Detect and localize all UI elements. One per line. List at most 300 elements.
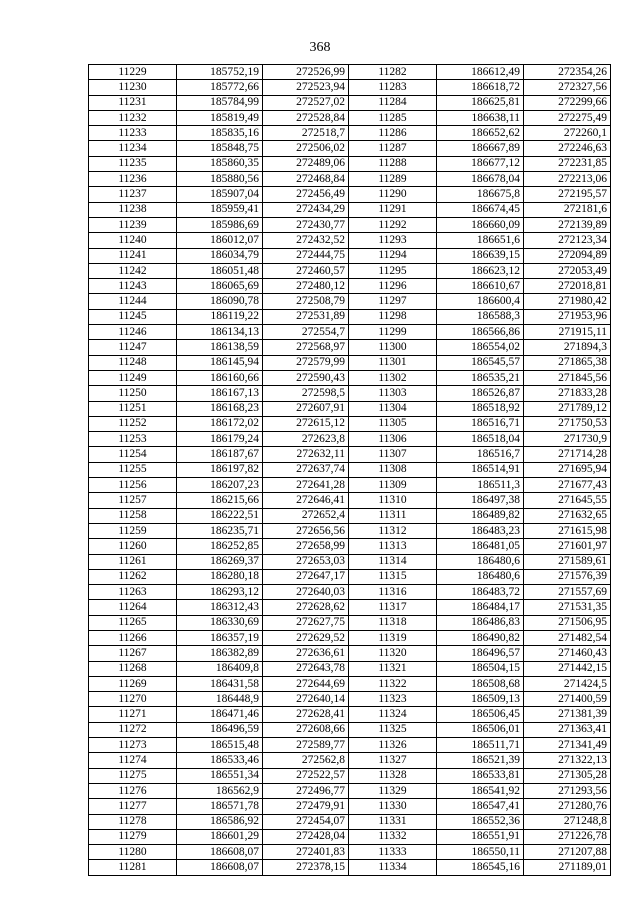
point-number-left-cell: 11280 <box>89 845 177 860</box>
y-coordinate-left-cell: 272629,52 <box>263 630 349 645</box>
table-row <box>89 65 611 80</box>
x-coordinate-right-cell: 186600,4 <box>437 294 524 309</box>
point-number-left-cell: 11237 <box>89 187 177 202</box>
y-coordinate-right-cell: 271226,78 <box>524 829 611 844</box>
y-coordinate-right-cell: 271915,11 <box>524 325 611 340</box>
y-coordinate-left-cell: 272454,07 <box>263 814 349 829</box>
point-number-right-cell: 11301 <box>349 355 437 370</box>
y-coordinate-left-cell: 272496,77 <box>263 783 349 798</box>
x-coordinate-right-cell: 186612,49 <box>437 65 524 80</box>
point-number-right-cell: 11328 <box>349 768 437 783</box>
point-number-left-cell: 11279 <box>89 829 177 844</box>
x-coordinate-right-cell: 186667,89 <box>437 141 524 156</box>
x-coordinate-left-cell: 186533,46 <box>177 753 263 768</box>
y-coordinate-left-cell: 272643,78 <box>263 661 349 676</box>
y-coordinate-left-cell: 272526,99 <box>263 65 349 80</box>
x-coordinate-right-cell: 186518,04 <box>437 432 524 447</box>
point-number-left-cell: 11264 <box>89 600 177 615</box>
point-number-right-cell: 11294 <box>349 248 437 263</box>
point-number-left-cell: 11232 <box>89 110 177 125</box>
y-coordinate-left-cell: 272658,99 <box>263 539 349 554</box>
point-number-right-cell: 11334 <box>349 860 437 875</box>
table-row <box>89 661 611 676</box>
x-coordinate-left-cell: 186586,92 <box>177 814 263 829</box>
table-row <box>89 585 611 600</box>
table-row <box>89 294 611 309</box>
x-coordinate-left-cell: 185907,04 <box>177 187 263 202</box>
table-row <box>89 401 611 416</box>
x-coordinate-right-cell: 186486,83 <box>437 615 524 630</box>
y-coordinate-left-cell: 272653,03 <box>263 554 349 569</box>
coordinates-table-body <box>89 65 611 876</box>
point-number-left-cell: 11248 <box>89 355 177 370</box>
point-number-right-cell: 11323 <box>349 692 437 707</box>
x-coordinate-right-cell: 186514,91 <box>437 462 524 477</box>
table-row <box>89 141 611 156</box>
y-coordinate-right-cell: 272181,6 <box>524 202 611 217</box>
x-coordinate-left-cell: 186119,22 <box>177 309 263 324</box>
x-coordinate-left-cell: 186471,46 <box>177 707 263 722</box>
point-number-left-cell: 11240 <box>89 233 177 248</box>
point-number-right-cell: 11307 <box>349 447 437 462</box>
x-coordinate-left-cell: 186293,12 <box>177 585 263 600</box>
y-coordinate-left-cell: 272589,77 <box>263 738 349 753</box>
y-coordinate-left-cell: 272608,66 <box>263 722 349 737</box>
y-coordinate-left-cell: 272378,15 <box>263 860 349 875</box>
point-number-left-cell: 11235 <box>89 156 177 171</box>
point-number-left-cell: 11247 <box>89 340 177 355</box>
y-coordinate-right-cell: 271677,43 <box>524 478 611 493</box>
x-coordinate-right-cell: 186541,92 <box>437 783 524 798</box>
point-number-left-cell: 11239 <box>89 217 177 232</box>
point-number-left-cell: 11269 <box>89 676 177 691</box>
point-number-right-cell: 11316 <box>349 585 437 600</box>
x-coordinate-left-cell: 185772,66 <box>177 80 263 95</box>
y-coordinate-right-cell: 271482,54 <box>524 630 611 645</box>
table-row <box>89 263 611 278</box>
x-coordinate-right-cell: 186511,71 <box>437 738 524 753</box>
point-number-left-cell: 11236 <box>89 172 177 187</box>
point-number-left-cell: 11233 <box>89 126 177 141</box>
y-coordinate-left-cell: 272432,52 <box>263 233 349 248</box>
x-coordinate-left-cell: 186382,89 <box>177 646 263 661</box>
point-number-left-cell: 11253 <box>89 432 177 447</box>
table-row <box>89 447 611 462</box>
x-coordinate-left-cell: 185959,41 <box>177 202 263 217</box>
y-coordinate-left-cell: 272489,06 <box>263 156 349 171</box>
y-coordinate-right-cell: 271400,59 <box>524 692 611 707</box>
point-number-left-cell: 11254 <box>89 447 177 462</box>
y-coordinate-left-cell: 272479,91 <box>263 799 349 814</box>
point-number-left-cell: 11231 <box>89 95 177 110</box>
table-row <box>89 630 611 645</box>
x-coordinate-right-cell: 186651,6 <box>437 233 524 248</box>
point-number-right-cell: 11283 <box>349 80 437 95</box>
point-number-left-cell: 11234 <box>89 141 177 156</box>
x-coordinate-left-cell: 186034,79 <box>177 248 263 263</box>
x-coordinate-right-cell: 186526,87 <box>437 386 524 401</box>
y-coordinate-left-cell: 272554,7 <box>263 325 349 340</box>
point-number-left-cell: 11277 <box>89 799 177 814</box>
table-row <box>89 799 611 814</box>
table-row <box>89 355 611 370</box>
y-coordinate-left-cell: 272628,41 <box>263 707 349 722</box>
table-row <box>89 829 611 844</box>
point-number-right-cell: 11333 <box>349 845 437 860</box>
y-coordinate-right-cell: 271341,49 <box>524 738 611 753</box>
x-coordinate-left-cell: 186167,13 <box>177 386 263 401</box>
y-coordinate-left-cell: 272444,75 <box>263 248 349 263</box>
x-coordinate-right-cell: 186489,82 <box>437 508 524 523</box>
point-number-left-cell: 11270 <box>89 692 177 707</box>
point-number-right-cell: 11321 <box>349 661 437 676</box>
y-coordinate-right-cell: 271980,42 <box>524 294 611 309</box>
x-coordinate-right-cell: 186483,72 <box>437 585 524 600</box>
y-coordinate-right-cell: 272123,34 <box>524 233 611 248</box>
y-coordinate-left-cell: 272615,12 <box>263 416 349 431</box>
table-row <box>89 370 611 385</box>
table-row <box>89 386 611 401</box>
point-number-left-cell: 11242 <box>89 263 177 278</box>
y-coordinate-right-cell: 272260,1 <box>524 126 611 141</box>
x-coordinate-left-cell: 185880,56 <box>177 172 263 187</box>
point-number-left-cell: 11276 <box>89 783 177 798</box>
x-coordinate-right-cell: 186545,57 <box>437 355 524 370</box>
point-number-right-cell: 11319 <box>349 630 437 645</box>
y-coordinate-right-cell: 271442,15 <box>524 661 611 676</box>
point-number-right-cell: 11296 <box>349 279 437 294</box>
point-number-left-cell: 11256 <box>89 478 177 493</box>
y-coordinate-left-cell: 272590,43 <box>263 370 349 385</box>
x-coordinate-left-cell: 186330,69 <box>177 615 263 630</box>
table-row <box>89 615 611 630</box>
point-number-left-cell: 11274 <box>89 753 177 768</box>
point-number-left-cell: 11275 <box>89 768 177 783</box>
x-coordinate-left-cell: 186134,13 <box>177 325 263 340</box>
x-coordinate-right-cell: 186660,09 <box>437 217 524 232</box>
point-number-right-cell: 11326 <box>349 738 437 753</box>
y-coordinate-left-cell: 272522,57 <box>263 768 349 783</box>
y-coordinate-right-cell: 271953,96 <box>524 309 611 324</box>
table-row <box>89 753 611 768</box>
table-row <box>89 279 611 294</box>
x-coordinate-left-cell: 186515,48 <box>177 738 263 753</box>
x-coordinate-right-cell: 186566,86 <box>437 325 524 340</box>
table-row <box>89 325 611 340</box>
x-coordinate-left-cell: 186051,48 <box>177 263 263 278</box>
point-number-right-cell: 11309 <box>349 478 437 493</box>
point-number-right-cell: 11302 <box>349 370 437 385</box>
point-number-right-cell: 11332 <box>349 829 437 844</box>
x-coordinate-right-cell: 186550,11 <box>437 845 524 860</box>
point-number-right-cell: 11284 <box>349 95 437 110</box>
x-coordinate-left-cell: 186280,18 <box>177 569 263 584</box>
x-coordinate-left-cell: 185752,19 <box>177 65 263 80</box>
y-coordinate-right-cell: 272213,06 <box>524 172 611 187</box>
x-coordinate-left-cell: 186448,9 <box>177 692 263 707</box>
y-coordinate-right-cell: 271381,39 <box>524 707 611 722</box>
table-row <box>89 738 611 753</box>
table-row <box>89 523 611 538</box>
point-number-right-cell: 11289 <box>349 172 437 187</box>
table-row <box>89 217 611 232</box>
table-row <box>89 202 611 217</box>
y-coordinate-right-cell: 271730,9 <box>524 432 611 447</box>
x-coordinate-left-cell: 186179,24 <box>177 432 263 447</box>
point-number-left-cell: 11258 <box>89 508 177 523</box>
y-coordinate-right-cell: 271615,98 <box>524 523 611 538</box>
table-row <box>89 707 611 722</box>
x-coordinate-left-cell: 186065,69 <box>177 279 263 294</box>
table-row <box>89 309 611 324</box>
y-coordinate-left-cell: 272527,02 <box>263 95 349 110</box>
point-number-left-cell: 11259 <box>89 523 177 538</box>
y-coordinate-right-cell: 271750,53 <box>524 416 611 431</box>
table-row <box>89 80 611 95</box>
y-coordinate-right-cell: 271845,56 <box>524 370 611 385</box>
table-row <box>89 600 611 615</box>
y-coordinate-left-cell: 272607,91 <box>263 401 349 416</box>
point-number-right-cell: 11322 <box>349 676 437 691</box>
y-coordinate-left-cell: 272430,77 <box>263 217 349 232</box>
x-coordinate-right-cell: 186625,81 <box>437 95 524 110</box>
x-coordinate-right-cell: 186511,3 <box>437 478 524 493</box>
y-coordinate-left-cell: 272506,02 <box>263 141 349 156</box>
x-coordinate-left-cell: 186222,51 <box>177 508 263 523</box>
point-number-left-cell: 11278 <box>89 814 177 829</box>
y-coordinate-right-cell: 271424,5 <box>524 676 611 691</box>
point-number-right-cell: 11313 <box>349 539 437 554</box>
y-coordinate-left-cell: 272468,84 <box>263 172 349 187</box>
table-row <box>89 187 611 202</box>
y-coordinate-left-cell: 272637,74 <box>263 462 349 477</box>
table-row <box>89 814 611 829</box>
x-coordinate-right-cell: 186504,15 <box>437 661 524 676</box>
point-number-right-cell: 11329 <box>349 783 437 798</box>
point-number-right-cell: 11295 <box>349 263 437 278</box>
point-number-right-cell: 11298 <box>349 309 437 324</box>
point-number-right-cell: 11290 <box>349 187 437 202</box>
x-coordinate-right-cell: 186610,67 <box>437 279 524 294</box>
table-row <box>89 569 611 584</box>
point-number-left-cell: 11249 <box>89 370 177 385</box>
x-coordinate-right-cell: 186588,3 <box>437 309 524 324</box>
x-coordinate-left-cell: 186496,59 <box>177 722 263 737</box>
table-row <box>89 233 611 248</box>
y-coordinate-left-cell: 272636,61 <box>263 646 349 661</box>
y-coordinate-right-cell: 271557,69 <box>524 585 611 600</box>
y-coordinate-left-cell: 272628,62 <box>263 600 349 615</box>
y-coordinate-left-cell: 272632,11 <box>263 447 349 462</box>
point-number-right-cell: 11331 <box>349 814 437 829</box>
point-number-right-cell: 11330 <box>349 799 437 814</box>
point-number-left-cell: 11271 <box>89 707 177 722</box>
table-row <box>89 860 611 875</box>
point-number-right-cell: 11315 <box>349 569 437 584</box>
x-coordinate-right-cell: 186508,68 <box>437 676 524 691</box>
table-row <box>89 156 611 171</box>
x-coordinate-right-cell: 186535,21 <box>437 370 524 385</box>
y-coordinate-right-cell: 272246,63 <box>524 141 611 156</box>
x-coordinate-left-cell: 185848,75 <box>177 141 263 156</box>
y-coordinate-left-cell: 272623,8 <box>263 432 349 447</box>
y-coordinate-right-cell: 271632,65 <box>524 508 611 523</box>
y-coordinate-left-cell: 272434,29 <box>263 202 349 217</box>
x-coordinate-right-cell: 186521,39 <box>437 753 524 768</box>
x-coordinate-left-cell: 186571,78 <box>177 799 263 814</box>
table-row <box>89 676 611 691</box>
x-coordinate-left-cell: 186172,02 <box>177 416 263 431</box>
y-coordinate-right-cell: 271293,56 <box>524 783 611 798</box>
point-number-left-cell: 11260 <box>89 539 177 554</box>
point-number-left-cell: 11272 <box>89 722 177 737</box>
y-coordinate-left-cell: 272562,8 <box>263 753 349 768</box>
y-coordinate-left-cell: 272640,03 <box>263 585 349 600</box>
table-row <box>89 768 611 783</box>
point-number-right-cell: 11324 <box>349 707 437 722</box>
table-row <box>89 416 611 431</box>
x-coordinate-left-cell: 186207,23 <box>177 478 263 493</box>
x-coordinate-left-cell: 186168,23 <box>177 401 263 416</box>
y-coordinate-left-cell: 272528,84 <box>263 110 349 125</box>
y-coordinate-right-cell: 271589,61 <box>524 554 611 569</box>
x-coordinate-right-cell: 186509,13 <box>437 692 524 707</box>
y-coordinate-left-cell: 272401,83 <box>263 845 349 860</box>
y-coordinate-right-cell: 271531,35 <box>524 600 611 615</box>
x-coordinate-right-cell: 186639,15 <box>437 248 524 263</box>
point-number-left-cell: 11252 <box>89 416 177 431</box>
x-coordinate-left-cell: 186215,66 <box>177 493 263 508</box>
y-coordinate-left-cell: 272646,41 <box>263 493 349 508</box>
x-coordinate-left-cell: 185986,69 <box>177 217 263 232</box>
y-coordinate-left-cell: 272568,97 <box>263 340 349 355</box>
y-coordinate-left-cell: 272428,04 <box>263 829 349 844</box>
x-coordinate-left-cell: 186551,34 <box>177 768 263 783</box>
y-coordinate-right-cell: 271576,39 <box>524 569 611 584</box>
x-coordinate-right-cell: 186506,45 <box>437 707 524 722</box>
y-coordinate-right-cell: 271363,41 <box>524 722 611 737</box>
x-coordinate-left-cell: 186090,78 <box>177 294 263 309</box>
x-coordinate-left-cell: 186312,43 <box>177 600 263 615</box>
x-coordinate-right-cell: 186678,04 <box>437 172 524 187</box>
x-coordinate-left-cell: 185819,49 <box>177 110 263 125</box>
point-number-right-cell: 11286 <box>349 126 437 141</box>
y-coordinate-right-cell: 272231,85 <box>524 156 611 171</box>
point-number-right-cell: 11287 <box>349 141 437 156</box>
point-number-left-cell: 11229 <box>89 65 177 80</box>
x-coordinate-right-cell: 186518,92 <box>437 401 524 416</box>
x-coordinate-left-cell: 186160,66 <box>177 370 263 385</box>
x-coordinate-right-cell: 186484,17 <box>437 600 524 615</box>
y-coordinate-right-cell: 272327,56 <box>524 80 611 95</box>
y-coordinate-left-cell: 272508,79 <box>263 294 349 309</box>
x-coordinate-right-cell: 186516,71 <box>437 416 524 431</box>
point-number-left-cell: 11230 <box>89 80 177 95</box>
page-number: 368 <box>309 40 331 55</box>
y-coordinate-left-cell: 272627,75 <box>263 615 349 630</box>
y-coordinate-right-cell: 271506,95 <box>524 615 611 630</box>
table-row <box>89 845 611 860</box>
y-coordinate-left-cell: 272644,69 <box>263 676 349 691</box>
point-number-right-cell: 11317 <box>349 600 437 615</box>
x-coordinate-right-cell: 186496,57 <box>437 646 524 661</box>
x-coordinate-right-cell: 186480,6 <box>437 569 524 584</box>
y-coordinate-left-cell: 272647,17 <box>263 569 349 584</box>
y-coordinate-right-cell: 271789,12 <box>524 401 611 416</box>
x-coordinate-right-cell: 186652,62 <box>437 126 524 141</box>
y-coordinate-right-cell: 271865,38 <box>524 355 611 370</box>
point-number-right-cell: 11318 <box>349 615 437 630</box>
point-number-right-cell: 11291 <box>349 202 437 217</box>
y-coordinate-left-cell: 272456,49 <box>263 187 349 202</box>
x-coordinate-right-cell: 186674,45 <box>437 202 524 217</box>
y-coordinate-left-cell: 272480,12 <box>263 279 349 294</box>
x-coordinate-left-cell: 186409,8 <box>177 661 263 676</box>
x-coordinate-right-cell: 186552,36 <box>437 814 524 829</box>
y-coordinate-right-cell: 272094,89 <box>524 248 611 263</box>
point-number-right-cell: 11300 <box>349 340 437 355</box>
table-row <box>89 478 611 493</box>
y-coordinate-left-cell: 272518,7 <box>263 126 349 141</box>
y-coordinate-left-cell: 272598,5 <box>263 386 349 401</box>
point-number-right-cell: 11308 <box>349 462 437 477</box>
table-row <box>89 95 611 110</box>
point-number-right-cell: 11297 <box>349 294 437 309</box>
point-number-left-cell: 11281 <box>89 860 177 875</box>
x-coordinate-right-cell: 186533,81 <box>437 768 524 783</box>
x-coordinate-left-cell: 186197,82 <box>177 462 263 477</box>
y-coordinate-left-cell: 272579,99 <box>263 355 349 370</box>
table-row <box>89 554 611 569</box>
x-coordinate-left-cell: 186357,19 <box>177 630 263 645</box>
x-coordinate-left-cell: 186235,71 <box>177 523 263 538</box>
point-number-right-cell: 11314 <box>349 554 437 569</box>
y-coordinate-left-cell: 272641,28 <box>263 478 349 493</box>
y-coordinate-left-cell: 272523,94 <box>263 80 349 95</box>
y-coordinate-right-cell: 272195,57 <box>524 187 611 202</box>
y-coordinate-left-cell: 272656,56 <box>263 523 349 538</box>
y-coordinate-right-cell: 271645,55 <box>524 493 611 508</box>
x-coordinate-right-cell: 186551,91 <box>437 829 524 844</box>
point-number-right-cell: 11306 <box>349 432 437 447</box>
x-coordinate-left-cell: 186138,59 <box>177 340 263 355</box>
x-coordinate-right-cell: 186481,05 <box>437 539 524 554</box>
table-row <box>89 539 611 554</box>
x-coordinate-right-cell: 186497,38 <box>437 493 524 508</box>
point-number-left-cell: 11241 <box>89 248 177 263</box>
table-row <box>89 722 611 737</box>
point-number-left-cell: 11250 <box>89 386 177 401</box>
x-coordinate-right-cell: 186516,7 <box>437 447 524 462</box>
x-coordinate-right-cell: 186675,8 <box>437 187 524 202</box>
point-number-right-cell: 11303 <box>349 386 437 401</box>
point-number-left-cell: 11266 <box>89 630 177 645</box>
y-coordinate-right-cell: 271305,28 <box>524 768 611 783</box>
point-number-right-cell: 11305 <box>349 416 437 431</box>
point-number-right-cell: 11285 <box>349 110 437 125</box>
x-coordinate-left-cell: 186431,58 <box>177 676 263 691</box>
point-number-left-cell: 11273 <box>89 738 177 753</box>
point-number-left-cell: 11255 <box>89 462 177 477</box>
point-number-left-cell: 11262 <box>89 569 177 584</box>
y-coordinate-right-cell: 271601,97 <box>524 539 611 554</box>
x-coordinate-right-cell: 186483,23 <box>437 523 524 538</box>
point-number-right-cell: 11304 <box>349 401 437 416</box>
x-coordinate-right-cell: 186506,01 <box>437 722 524 737</box>
x-coordinate-left-cell: 186012,07 <box>177 233 263 248</box>
point-number-right-cell: 11310 <box>349 493 437 508</box>
point-number-right-cell: 11327 <box>349 753 437 768</box>
